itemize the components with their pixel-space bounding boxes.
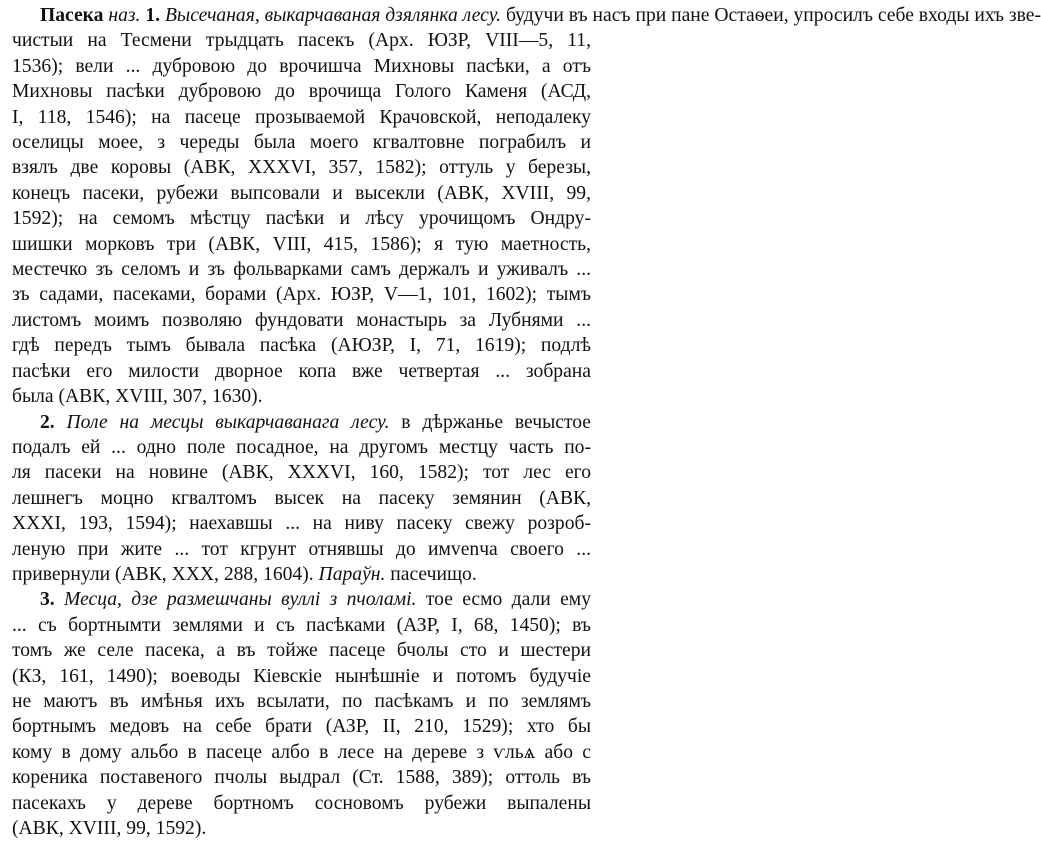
body-text — [55, 589, 64, 610]
bold-text: 3. — [40, 589, 55, 611]
body-text: (КЗ, 161, 1490); воеводы Кіевскіе нынѣшніе и потомъ будучіе — [12, 665, 591, 687]
body-text: (АВК, XVIII, 99, 1592). — [12, 818, 207, 839]
text-line — [12, 410, 591, 435]
body-text: кому в дому альбо в пасеце албо в лесе на дереве з ѵльѧ або с — [12, 741, 591, 763]
body-text: не маютъ въ имѣнья ихъ всылати, по пасѣкамъ и по землямъ — [12, 690, 591, 712]
text-line — [12, 435, 591, 460]
text-line — [12, 816, 591, 841]
italic-text: Поле на месцы выкарчаванага лесу. — [66, 411, 390, 433]
body-text: томъ же селе пасека, а въ тойже пасеце бчолы сто и шестери — [12, 640, 591, 662]
body-text: 1592); на семомъ мѣстцу пасѣки и лѣсу урочищомъ Ондру- — [12, 208, 591, 230]
body-text: пасѣки его милости дворное копа вже четвертая ... зобрана — [12, 360, 591, 382]
text-line — [12, 714, 591, 739]
body-text: леную при жите ... тот кгрунт отнявшы до имvenча своего ... — [12, 538, 591, 560]
text-line — [12, 282, 591, 307]
body-text: в дѣржанье вечыстое — [389, 411, 591, 433]
body-text: гдѣ передъ тымъ бывала пасѣка (АЮЗР, I, 71, 1619); подлѣ — [12, 335, 591, 357]
body-text: кореника поставеного пчолы выдрал (Ст. 1588, 389); оттоль въ — [12, 767, 591, 789]
text-line — [12, 638, 591, 663]
dictionary-entry — [12, 3, 1041, 841]
body-text: шишки морковъ три (АВК, VIII, 415, 1586); я тую маетность, — [12, 233, 591, 255]
text-line — [12, 664, 591, 689]
body-text: местечко зъ селомъ и зъ фольварками самъ держалъ и уживалъ ... — [12, 259, 591, 281]
body-text: ля пасеки на новине (АВК, XXXVI, 160, 1582); тот лес его — [12, 462, 591, 484]
body-text: конецъ пасеки, рубежи выпсовали и высекли (АВК, XVIII, 99, — [12, 182, 591, 204]
body-text: взялъ две коровы (АВК, XXXVI, 357, 1582); оттуль у березы, — [12, 157, 591, 179]
text-line — [12, 359, 591, 384]
body-text: I, 118, 1546); на пасеце прозываемой Крачовской, неподалеку — [12, 106, 591, 128]
body-text — [55, 412, 67, 433]
body-text: будучи въ насъ при пане Остаѳеи, упросилъ себе входы ихъ зве- — [501, 5, 1041, 26]
body-text: была (АВК, XVIII, 307, 1630). — [12, 386, 263, 408]
body-text: зъ садами, пасеками, борами (Арх. ЮЗР, V—1, 101, 1602); тымъ — [12, 284, 591, 306]
text-line — [12, 740, 591, 765]
text-line — [12, 537, 591, 562]
text-line — [12, 181, 591, 206]
bold-text: Пасека — [40, 5, 104, 26]
body-text: лешнегъ моцно кгвалтомъ высек на пасеку земянин (АВК, — [12, 487, 591, 509]
italic-text: наз. — [108, 5, 141, 26]
text-line — [12, 232, 591, 257]
body-text: Михновы пасѣки дубровою до врочища Голого Каменя (АСД, — [12, 81, 591, 103]
text-line — [12, 460, 591, 485]
text-line — [12, 105, 591, 130]
body-text: привернули (АВК, XXX, 288, 1604). — [12, 563, 319, 585]
text-line — [12, 155, 591, 180]
text-line — [12, 333, 591, 358]
bold-text: 1. — [145, 5, 161, 26]
body-text: оселицы моее, з череды была моего кгвалтовне пограбилъ и — [12, 132, 591, 154]
body-text: пасекахъ у дереве бортномъ сосновомъ рубежи выпалены — [12, 792, 591, 814]
text-line — [12, 3, 1041, 28]
italic-text: Параўн. — [318, 563, 386, 585]
text-line — [12, 130, 591, 155]
body-text: XXXI, 193, 1594); наехавшы ... на ниву пасеку свежу розроб- — [12, 513, 591, 535]
text-line — [12, 54, 591, 79]
body-text: тое есмо дали ему — [416, 589, 592, 611]
text-line — [12, 257, 591, 282]
text-line — [12, 79, 591, 104]
text-line — [12, 587, 591, 612]
text-line — [12, 511, 591, 536]
text-line — [12, 613, 591, 638]
text-line — [12, 791, 591, 816]
body-text: пасечищо. — [385, 563, 477, 585]
body-text: подалъ ей ... одно поле посадное, на другомъ местцу часть по- — [12, 436, 591, 458]
italic-text: Месца, дзе размешчаны вуллі з пчоламі. — [64, 589, 417, 611]
sense-2 — [12, 410, 591, 588]
text-line — [12, 384, 591, 409]
text-line — [12, 562, 591, 587]
text-line — [12, 486, 591, 511]
bold-text: 2. — [40, 411, 55, 433]
body-text: бортнымъ медовъ на себе брати (АЗР, II, 210, 1529); хто бы — [12, 716, 591, 738]
text-line — [12, 206, 591, 231]
body-text: чистыи на Тесмени трыдцать пасекъ (Арх. ЮЗР, VIII—5, 11, — [12, 30, 591, 52]
text-line — [12, 689, 591, 714]
body-text: ... съ бортнымти землями и съ пасѣками (АЗР, I, 68, 1450); въ — [12, 614, 591, 636]
italic-text: Высечаная, выкарчаваная дзялянка лесу. — [164, 5, 502, 26]
text-line — [12, 765, 591, 790]
body-text: 1536); вели ... дубровою до врочишча Михновы пасѣки, а отъ — [12, 55, 591, 77]
body-text: листомъ моимъ позволяю фундовати монастырь за Лубнями ... — [12, 309, 591, 331]
text-line — [12, 28, 591, 53]
sense-3 — [12, 587, 591, 841]
text-line — [12, 308, 591, 333]
sense-1 — [12, 3, 1041, 410]
